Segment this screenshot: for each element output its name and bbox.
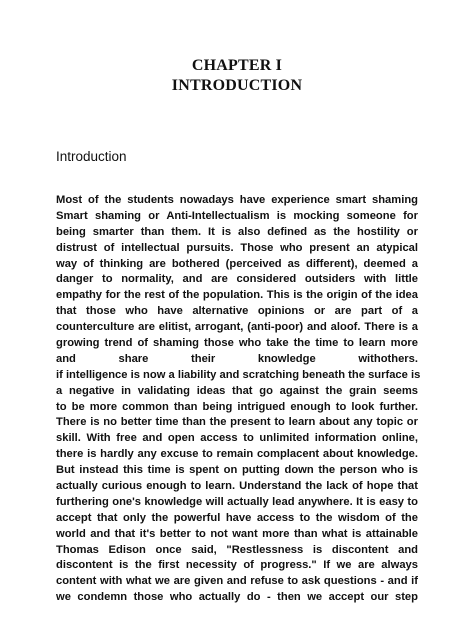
body-line: There is no better time than the present to learn about any topic or (56, 416, 418, 429)
body-line: accept that only the powerful have access to the wisdom of the (56, 511, 418, 524)
body-line: way of thinking are bothered (perceived as different), deemed a (56, 257, 418, 270)
body-line: there is hardly any excuse to remain complacent about knowledge. (56, 448, 418, 461)
body-line: Thomas Edison once said, "Restlessness is discontent and (56, 543, 418, 556)
body-line: growing trend of shaming those who take the time to learn more (56, 337, 418, 350)
body-line: furthering one's knowledge will actually lead anywhere. It is easy to (56, 495, 418, 508)
body-line: we condemn those who actually do - then we accept our step (56, 591, 418, 604)
body-line: counterculture are elitist, arrogant, (anti-poor) and aloof. There is a (56, 321, 418, 334)
body-line: distrust of intellectual pursuits. Those who present an atypical (56, 241, 418, 254)
body-line: to be more common than being intrigued enough to look further. (56, 400, 418, 413)
body-line: a negative in validating ideas that go against the grain seems (56, 384, 418, 397)
body-line: Smart shaming or Anti-Intellectualism is mocking someone for (56, 209, 418, 222)
body-line: content with what we are given and refuse to ask questions - and if (56, 575, 418, 588)
body-line: discontent is the first necessity of progress." If we are always (56, 559, 418, 572)
body-line: empathy for the rest of the population. This is the origin of the idea (56, 289, 418, 302)
chapter-title: INTRODUCTION (171, 77, 303, 94)
body-line: actually curious enough to learn. Understand the lack of hope that (56, 480, 418, 493)
body-line: and share their knowledge withothers. (56, 352, 418, 365)
chapter-number: CHAPTER I (191, 57, 283, 74)
body-line: world and that it's better to not want more than what is attainable (56, 527, 418, 540)
body-line: being smarter than them. It is also defined as the hostility or (56, 225, 418, 238)
body-line: skill. With free and open access to unlimited information online, (56, 432, 418, 445)
chapter-heading (0, 56, 474, 96)
body-line: that those who have alternative opinions or are part of a (56, 305, 418, 318)
body-line: if intelligence is now a liability and scratching beneath the surface is (56, 368, 421, 381)
body-line: danger to normality, and are considered outsiders with little (56, 273, 418, 286)
body-line: Most of the students nowadays have experience smart shaming (56, 194, 418, 206)
section-heading: Introduction (56, 149, 127, 164)
body-line: But instead this time is spent on putting down the person who is (56, 464, 418, 477)
body-paragraph (56, 193, 421, 606)
